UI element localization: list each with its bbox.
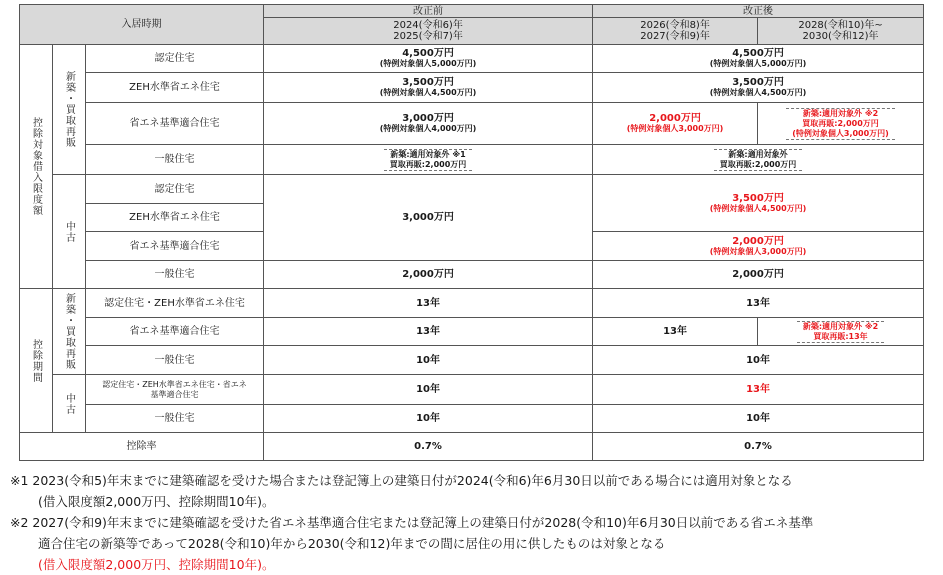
footnotes: [10, 470, 813, 575]
value-cell-changed: 2,000万円 (特例対象個人3,000万円): [593, 103, 758, 145]
footnote-2-line-2: 適合住宅の新築等であって2028(令和10)年から2030(令和12)年までの間に居住の用に供したものは対象となる: [38, 536, 666, 551]
header-kaisei-go: 改正後: [593, 5, 924, 18]
row-label: 一般住宅: [86, 261, 264, 289]
value-cell: 2,000万円: [264, 261, 593, 289]
value-cell: 10年: [264, 405, 593, 433]
value-cell: 13年: [264, 318, 593, 346]
footnote-2-line-3: (借入限度額2,000万円、控除期間10年)。: [38, 557, 275, 572]
group-label-period: 控除期間: [20, 289, 53, 433]
header-kaisei-mae: 改正前: [264, 5, 593, 18]
value-cell: 4,500万円 (特例対象個人5,000万円): [593, 45, 924, 73]
value-cell: 4,500万円 (特例対象個人5,000万円): [264, 45, 593, 73]
value-cell-changed: 3,500万円 (特例対象個人4,500万円): [593, 175, 924, 232]
value-cell: 3,000万円: [264, 175, 593, 261]
value-cell: 10年: [264, 346, 593, 375]
value-cell: 0.7%: [593, 433, 924, 461]
row-label: 一般住宅: [86, 405, 264, 433]
row-label: 省エネ基準適合住宅: [86, 318, 264, 346]
row-label: 省エネ基準適合住宅: [86, 103, 264, 145]
row-label: 省エネ基準適合住宅: [86, 232, 264, 261]
subgroup-label-shinchiku: 新築・買取再販: [53, 45, 86, 175]
subgroup-label-shinchiku: 新築・買取再販: [53, 289, 86, 375]
value-cell: 10年: [264, 375, 593, 405]
header-period-go-b: 2028(令和10)年~ 2030(令和12)年: [758, 18, 924, 45]
value-cell: 13年: [593, 289, 924, 318]
value-cell: 新築:適用対象外 買取再販:2,000万円: [593, 145, 924, 175]
header-nyukyo-jiki: 入居時期: [20, 5, 264, 45]
value-cell-changed: 新築:適用対象外 ※2 買取再販:13年: [758, 318, 924, 346]
header-period-mae: 2024(令和6)年 2025(令和7)年: [264, 18, 593, 45]
value-cell: 2,000万円: [593, 261, 924, 289]
row-label: 認定住宅・ZEH水準省エネ住宅: [86, 289, 264, 318]
footnote-1-line-2: (借入限度額2,000万円、控除期間10年)。: [38, 494, 275, 509]
value-cell-changed: 新築:適用対象外 ※2 買取再販:2,000万円 (特例対象個人3,000万円): [758, 103, 924, 145]
row-label: 認定住宅・ZEH水準省エネ住宅・省エネ 基準適合住宅: [86, 375, 264, 405]
footnote-2-line-1: ※2 2027(令和9)年末までに建築確認を受けた省エネ基準適合住宅または登記簿上の建築日付が2028(令和10)年6月30日以前である省エネ基準: [10, 515, 814, 530]
value-cell: 新築:適用対象外 ※1 買取再販:2,000万円: [264, 145, 593, 175]
row-label: 認定住宅: [86, 175, 264, 204]
value-cell-changed: 2,000万円 (特例対象個人3,000万円): [593, 232, 924, 261]
footnote-1-line-1: ※1 2023(令和5)年末までに建築確認を受けた場合または登記簿上の建築日付が2024(令和6)年6月30日以前である場合には適用対象となる: [10, 473, 793, 488]
tax-deduction-table: [19, 4, 924, 461]
value-cell: 10年: [593, 405, 924, 433]
value-cell: 0.7%: [264, 433, 593, 461]
row-label: ZEH水準省エネ住宅: [86, 204, 264, 232]
subgroup-label-chuko: 中古: [53, 375, 86, 433]
group-label-limit: 控除対象借入限度額: [20, 45, 53, 289]
header-period-go-a: 2026(令和8)年 2027(令和9)年: [593, 18, 758, 45]
row-label: 認定住宅: [86, 45, 264, 73]
value-cell-changed: 13年: [593, 375, 924, 405]
row-label: 一般住宅: [86, 346, 264, 375]
value-cell: 13年: [264, 289, 593, 318]
value-cell: 13年: [593, 318, 758, 346]
value-cell: 3,000万円 (特例対象個人4,000万円): [264, 103, 593, 145]
value-cell: 3,500万円 (特例対象個人4,500万円): [593, 73, 924, 103]
row-label: ZEH水準省エネ住宅: [86, 73, 264, 103]
row-label-rate: 控除率: [20, 433, 264, 461]
value-cell: 3,500万円 (特例対象個人4,500万円): [264, 73, 593, 103]
value-cell: 10年: [593, 346, 924, 375]
row-label: 一般住宅: [86, 145, 264, 175]
subgroup-label-chuko: 中古: [53, 175, 86, 289]
